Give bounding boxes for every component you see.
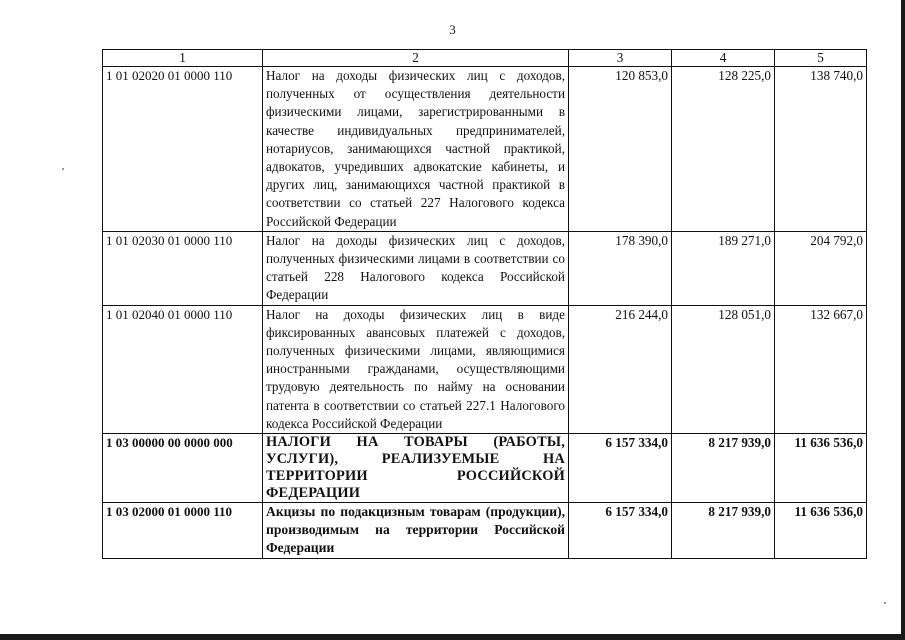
revenue-name: Налог на доходы физических лиц в виде фиксированных авансовых платежей с доходов, полученных физическими лицами, являющимися иностранными гражданами, осуществляющими трудовую деятельность по найму на основании патента в соответствии со статьей 227.1 Налогового кодекса Российской Федерации bbox=[263, 305, 569, 433]
budget-classification-code: 1 03 00000 00 0000 000 bbox=[103, 434, 263, 503]
amount-column-5: 132 667,0 bbox=[775, 305, 867, 433]
column-header-5: 5 bbox=[775, 50, 867, 67]
budget-classification-code: 1 03 02000 01 0000 110 bbox=[103, 503, 263, 559]
page-number: 3 bbox=[449, 22, 456, 37]
amount-column-4: 8 217 939,0 bbox=[672, 434, 775, 503]
amount-column-3: 216 244,0 bbox=[569, 305, 672, 433]
amount-column-3: 6 157 334,0 bbox=[569, 434, 672, 503]
amount-column-5: 204 792,0 bbox=[775, 231, 867, 305]
table-row-section-total bbox=[103, 434, 867, 503]
budget-classification-code: 1 01 02040 01 0000 110 bbox=[103, 305, 263, 433]
amount-column-5: 138 740,0 bbox=[775, 67, 867, 232]
amount-column-4: 128 225,0 bbox=[672, 67, 775, 232]
table-row bbox=[103, 67, 867, 232]
amount-column-5: 11 636 536,0 bbox=[775, 503, 867, 559]
amount-column-3: 6 157 334,0 bbox=[569, 503, 672, 559]
amount-column-5: 11 636 536,0 bbox=[775, 434, 867, 503]
amount-column-4: 189 271,0 bbox=[672, 231, 775, 305]
amount-column-4: 128 051,0 bbox=[672, 305, 775, 433]
scan-bottom-edge bbox=[0, 634, 905, 640]
table-header-row bbox=[103, 50, 867, 67]
revenue-name: Налог на доходы физических лиц с доходов, полученных от осуществления деятельности физическими лицами, зарегистрированными в качестве индивидуальных предпринимателей, нотариусов, занимающихся частной практикой, адвокатов, учредивших адвокатские кабинеты, и других лиц, занимающихся частной практикой в соответствии со статьей 227 Налогового кодекса Российской Федерации bbox=[263, 67, 569, 232]
scan-speck bbox=[62, 168, 64, 170]
budget-classification-code: 1 01 02020 01 0000 110 bbox=[103, 67, 263, 232]
amount-column-3: 120 853,0 bbox=[569, 67, 672, 232]
budget-classification-code: 1 01 02030 01 0000 110 bbox=[103, 231, 263, 305]
revenue-name: Акцизы по подакцизным товарам (продукции), производимым на территории Российской Федерации bbox=[263, 503, 569, 559]
revenue-name: Налог на доходы физических лиц с доходов, полученных физическими лицами в соответствии со статьей 228 Налогового кодекса Российской Федерации bbox=[263, 231, 569, 305]
column-header-2: 2 bbox=[263, 50, 569, 67]
table-row bbox=[103, 231, 867, 305]
table-row-subtotal bbox=[103, 503, 867, 559]
amount-column-4: 8 217 939,0 bbox=[672, 503, 775, 559]
column-header-1: 1 bbox=[103, 50, 263, 67]
scan-right-edge bbox=[901, 0, 905, 640]
table-row bbox=[103, 305, 867, 433]
scan-speck bbox=[884, 602, 886, 604]
column-header-4: 4 bbox=[672, 50, 775, 67]
amount-column-3: 178 390,0 bbox=[569, 231, 672, 305]
column-header-3: 3 bbox=[569, 50, 672, 67]
budget-revenue-table bbox=[102, 49, 867, 559]
revenue-name: НАЛОГИ НА ТОВАРЫ (РАБОТЫ, УСЛУГИ), РЕАЛИЗУЕМЫЕ НА ТЕРРИТОРИИ РОССИЙСКОЙ ФЕДЕРАЦИИ bbox=[263, 434, 569, 503]
